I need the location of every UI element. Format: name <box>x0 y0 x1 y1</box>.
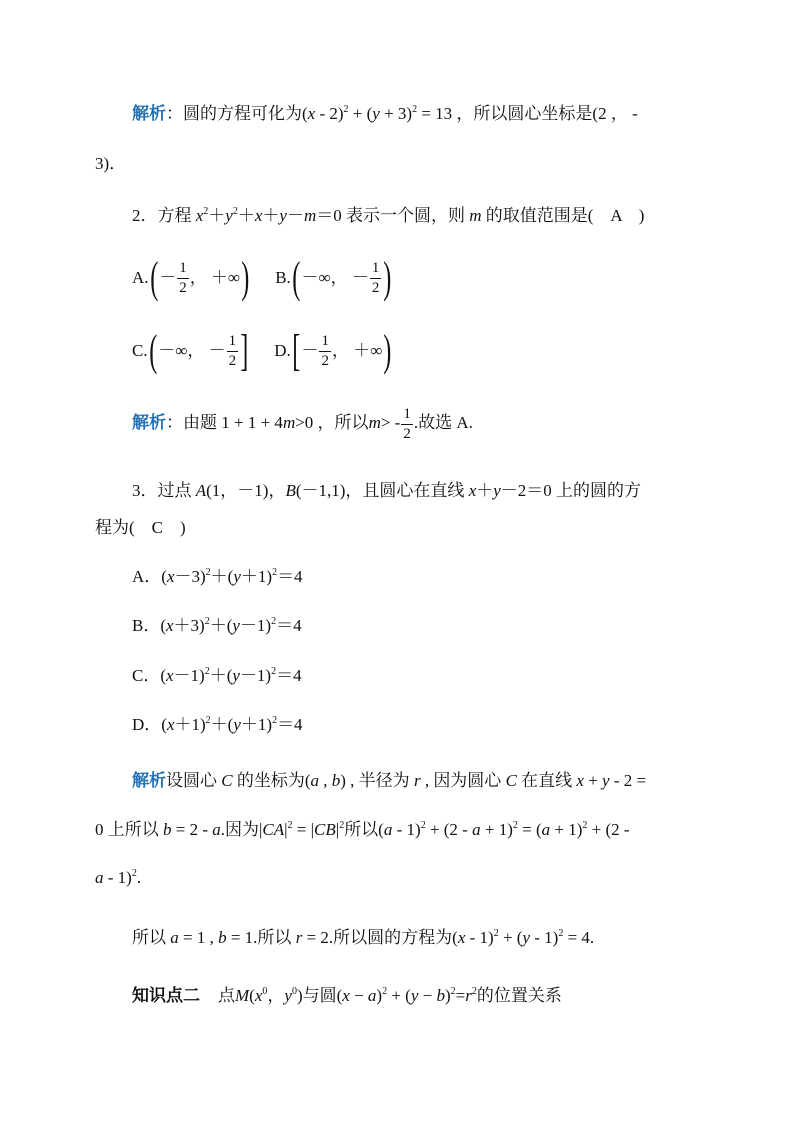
fraction: $\frac{1}{2}$ <box>179 259 187 296</box>
analysis-label: 解析 <box>132 104 166 123</box>
option-a: A. ( － $\frac{1}{2}$ ， ＋∞ ) <box>132 253 250 302</box>
option-b: B. ( －∞， － $\frac{1}{2}$ ) <box>275 253 392 302</box>
q1-analysis-line-1: 解析：圆的方程可化为$(x - 2)^2 + (y + 3)^2 = 13$ ，所以圆心坐标是(2 ， - <box>132 104 638 123</box>
fraction: $\frac{1}{2}$ <box>403 405 411 442</box>
section-title: 知识点二 <box>132 986 200 1005</box>
q3-analysis-line-4: 所以 a = 1 , b = 1.所以 r = 2.所以圆的方程为(x - 1)$^2$ + (y - 1)$^2$ = 4. <box>132 928 595 947</box>
fraction: $\frac{1}{2}$ <box>371 259 380 296</box>
fraction: $\frac{1}{2}$ <box>321 332 329 369</box>
q3-analysis-line-2: 0 上所以 b = 2 - a.因为$|CA|^2 = |CB|^2$所以$(a - 1)^2 + (2 - a + 1)^2 = (a + 1)^2 + (2$ - <box>95 820 630 839</box>
q2-options-row-1 <box>132 253 393 302</box>
q3-analysis-line-1: 解析设圆心 C 的坐标为(a , b) , 半径为 r , 因为圆心 C 在直线 x + y - 2 = <box>132 771 647 790</box>
q1-analysis-line-2: 3)． <box>95 154 127 173</box>
q3-stem-line-2: 程为( C ) <box>95 518 186 537</box>
q3-choice-a: A．$(x-3)^2+(y+1)^2=4$ <box>132 567 303 586</box>
fraction: $\frac{1}{2}$ <box>228 332 237 369</box>
option-c: C. ( －∞， － $\frac{1}{2}$ ] <box>132 326 249 375</box>
q2-stem: 2．方程 $x^2+y^2+x+y-m=0$ 表示一个圆，则 m 的取值范围是( A ) <box>132 206 645 225</box>
q3-analysis-line-3: a - 1)$^2$. <box>95 868 142 887</box>
q3-stem-line-1: 3．过点 A(1，－1)，B(－1,1)，且圆心在直线 x＋y－2＝0 上的圆的方 <box>132 481 642 500</box>
q3-choice-c: C．$(x-1)^2+(y-1)^2=4$ <box>132 666 302 685</box>
option-d: D. [ － $\frac{1}{2}$ ， ＋∞ ) <box>274 326 392 375</box>
q3-choice-b: B．$(x+3)^2+(y-1)^2=4$ <box>132 616 302 635</box>
q2-options-row-2 <box>132 326 393 375</box>
q2-analysis: 解析：由题 1 + 1 + 4m>0 ，所以m> - $\frac{1}{2}$ .故选 A. <box>132 405 473 442</box>
section-heading: 知识点二 点$M(x^0$，$y^0$)与圆$(x - a)^2 + (y - b)^2=r^2$的位置关系 <box>132 986 562 1005</box>
q3-choice-d: D．$(x+1)^2+(y+1)^2=4$ <box>132 715 303 734</box>
